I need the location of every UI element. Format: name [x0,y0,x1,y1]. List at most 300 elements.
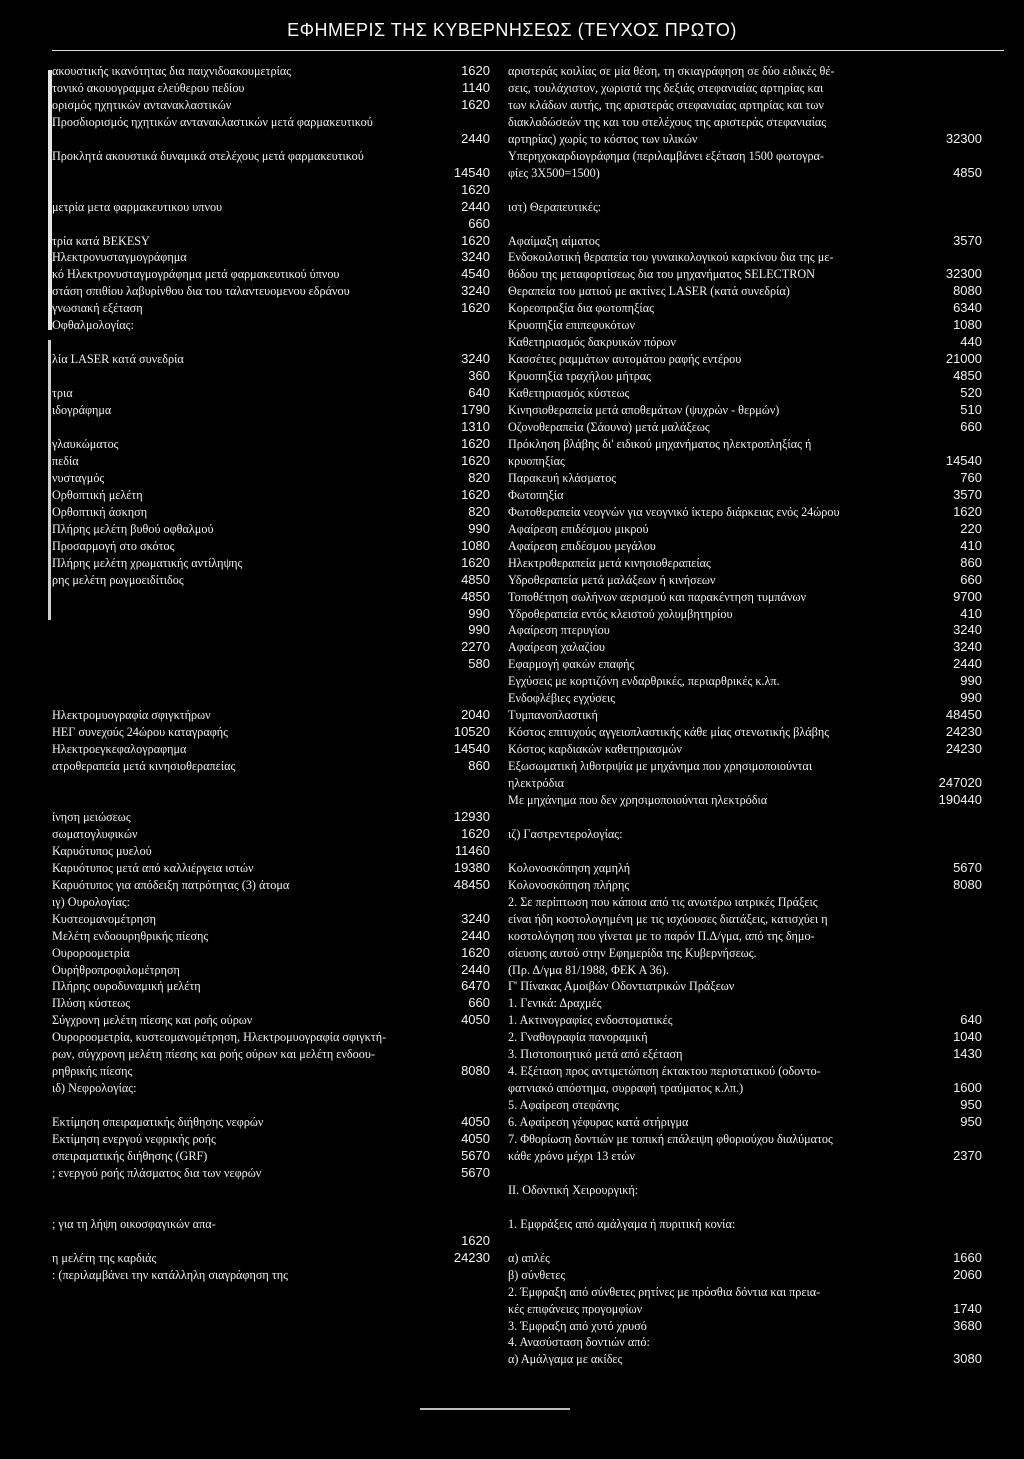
row-label: 2. Έμφραξη από σύνθετες ρητίνες με πρόσθια δόντια και πρεια- [508,1284,821,1299]
row-value: 510 [960,402,982,418]
table-row [508,1233,952,1250]
row-label: ΗΕΓ συνεχούς 24ώρου καταγραφής [52,725,228,740]
row-value: 820 [468,469,490,485]
row-label: ; ενεργού ροής πλάσματος δια των νεφρών [52,1165,262,1180]
row-value: 860 [960,554,982,570]
table-row [52,995,490,1012]
table-row [508,486,982,504]
row-label: ιδ) Νεφρολογίας: [52,1081,137,1096]
table-row [508,199,952,216]
table-row [508,995,952,1012]
row-value: 660 [468,995,490,1011]
row-value: 3570 [953,232,982,248]
table-row [52,1097,490,1114]
row-label: (Πρ. Δ/γμα 81/1988, ΦΕΚ Α 36). [508,962,669,977]
table-row [52,368,490,385]
row-label: Εκτίμηση ενεργού νεφρικής ροής [52,1132,216,1147]
row-value: 1310 [461,419,490,435]
table-row [52,877,490,894]
table-row [52,1216,490,1233]
row-value: 990 [468,622,490,638]
row-label: νυσταγμός [52,470,105,485]
table-row [508,1097,982,1114]
row-label: τρια [52,386,73,401]
row-value: 990 [468,605,490,621]
row-value: 14540 [453,164,490,180]
table-row [508,1131,952,1148]
row-value: 640 [468,385,490,401]
row-value: 410 [960,537,982,553]
row-label: σωματογλυφικών [52,826,138,841]
row-value: 1620 [461,944,490,960]
row-value: 24230 [453,1249,490,1265]
row-value: 2040 [461,707,490,723]
table-row [52,436,490,453]
row-label: κό Ηλεκτρονυσταγμογράφημα μετά φαρμακευτικού ύπνου [52,267,340,282]
row-value: 2370 [953,1148,982,1163]
table-row [52,385,490,402]
table-row [508,843,952,860]
row-value: 950 [960,1114,982,1130]
row-label: μετρία μετα φαρμακευτικου υπνου [52,199,223,214]
row-label: Εγχύσεις με κορτιζόνη ενδαρθρικές, περιαρθρικές κ.λπ. [508,674,780,689]
row-value: 12930 [453,808,490,824]
table-row [508,1148,982,1165]
row-value: 1620 [461,486,490,502]
row-label: Οζονοθεραπεία (Σάουνα) μετά μαλάξεως [508,420,710,435]
table-row [52,114,490,131]
row-label: Κυστεομανομέτρηση [52,911,156,926]
row-label: ηλεκτρόδια [508,776,565,791]
row-value: 3680 [953,1317,982,1333]
table-row [52,673,490,690]
row-value: 990 [960,690,982,706]
row-label: β) σύνθετες [508,1267,566,1282]
table-row [52,1131,490,1148]
row-value: 1790 [461,402,490,418]
row-label: κοστολόγηση που γίνεται με το παρόν Π.Δ/γμα, από της δημο- [508,928,815,943]
row-label: των κλάδων αυτής, της αριστεράς στεφανιαίας αρτηρίας και των [508,97,824,112]
row-label: 1. Ακτινογραφίες ενδοστοματικές [508,1013,673,1028]
row-label: ακουστικής ικανότητας δια παιχνιδοακουμετρίας [52,64,292,78]
table-row [52,521,490,538]
row-value: 440 [960,334,982,350]
table-row [508,978,952,995]
table-row [508,300,982,317]
row-value: 1600 [953,1080,982,1096]
row-value: 220 [960,520,982,536]
row-value: 950 [960,1097,982,1113]
table-row [52,1165,490,1182]
row-value: 1040 [953,1029,982,1045]
table-row [508,334,982,351]
row-value: 640 [960,1012,982,1028]
row-value: 2270 [461,639,490,655]
table-row [52,656,490,673]
row-value: 520 [960,385,982,401]
row-label: Υπερηχοκαρδιογράφημα (περιλαμβάνει εξέταση 1500 φωτογρα- [508,148,824,163]
table-row [508,639,982,656]
table-row [52,1233,490,1250]
row-value: 24230 [945,741,982,757]
row-value: 1620 [461,435,490,451]
row-value: 3080 [953,1351,982,1367]
row-label: ορισμός ηχητικών αντανακλαστικών [52,97,232,112]
row-label: Ηλεκτροθεραπεία μετά κινησιοθεραπείας [508,555,711,570]
row-label: Καρυότυπος για απόδειξη πατρότητας (3) άτομα [52,877,290,892]
row-label: φίες 3Χ500=1500) [508,165,600,180]
row-label: διακλαδώσεών της και του στελέχους της αριστεράς στεφανιαίας [508,114,827,129]
row-label: Εκτίμηση σπειραματικής διήθησης νεφρών [52,1115,264,1130]
table-row [508,80,952,97]
table-row [52,1046,490,1063]
row-value: 860 [468,758,490,774]
row-label: Κρυοπηξία τραχήλου μήτρας [508,369,652,384]
row-label: 1. Εμφράξεις από αμάλγαμα ή πυριτική κονία: [508,1216,736,1231]
table-row [52,266,490,283]
table-row [508,385,982,402]
row-value: 4540 [461,266,490,282]
table-row [508,622,982,639]
row-label: αρτηρίας) χωρίς το κόστος των υλικών [508,131,698,146]
row-value: 3240 [953,639,982,655]
table-row [508,1114,982,1131]
table-row [52,334,490,351]
row-label: 4. Εξέταση προς αντιμετώπιση έκτακτου περιστατικού (οδοντο- [508,1064,821,1079]
row-value: 1430 [953,1046,982,1062]
row-label: Οφθαλμολογίας: [52,318,134,333]
row-label: ιστ) Θεραπευτικές: [508,199,602,214]
table-row [52,1012,490,1029]
table-row [52,639,490,656]
table-row [508,216,952,233]
row-value: 4850 [461,571,490,587]
row-label: Καθετηριασμός δακρυικών πόρων [508,335,676,350]
row-label: : (περιλαμβάνει την κατάλληλη σιαγράφηση της [52,1267,288,1282]
row-value: 1620 [461,63,490,78]
row-label: Φωτοθεραπεία νεογνών για νεογνικό ίκτερο διάρκειας ενός 24ώρου [508,504,840,519]
table-row [52,1182,490,1199]
table-row [52,928,490,945]
row-label: ρης μελέτη ρωγμοειδίτιδος [52,572,184,587]
table-row [508,605,982,623]
row-label: Ουρήθροπροφιλομέτρηση [52,962,180,977]
table-row [52,775,490,792]
table-row [508,1012,982,1029]
row-label: Εξωσωματική λιθοτριψία με μηχάνημα που χρησιμοποιούνται [508,759,813,774]
row-label: 7. Φθορίωση δοντιών με τοπική επάλειψη φθοριούχου διαλύματος [508,1132,833,1147]
table-row [52,131,490,148]
row-value: 1620 [461,232,490,248]
row-value: 990 [468,520,490,536]
table-row [508,1300,982,1318]
table-row [52,843,490,860]
row-label: Πλήρης μελέτη χρωματικής αντίληψης [52,555,243,570]
table-row [508,1199,952,1216]
row-value: 1620 [953,503,982,519]
row-label: κάθε χρόνο μέχρι 13 ετών [508,1149,635,1163]
row-label: Ενδοφλέβιες εγχύσεις [508,691,616,706]
row-value: 8080 [953,876,982,892]
row-label: Καθετηριασμός κύστεως [508,386,630,401]
row-label: Κολονοσκόπηση χαμηλή [508,860,631,875]
row-value: 32300 [945,266,982,282]
table-row [52,487,490,504]
table-row [508,911,952,928]
row-label: κρυοπηξίας [508,453,565,468]
row-label: Ουροροομετρία [52,945,130,960]
row-label: Θεραπεία του ματιού με ακτίνες LASER (κατά συνεδρία) [508,284,790,299]
row-label: Ηλεκτρονυσταγμογράφημα [52,250,187,265]
row-value: 2440 [461,927,490,943]
row-label: Τυμπανοπλαστική [508,708,598,723]
row-label: 3. Πιστοποιητικό μετά από εξέταση [508,1047,683,1062]
table-row [508,97,952,114]
table-row [52,589,490,606]
table-row [508,928,952,945]
table-row [508,436,952,453]
row-value: 4850 [953,368,982,384]
table-row [52,724,490,741]
table-row [508,469,982,487]
table-row [52,741,490,758]
row-label: ιζ) Γαστρεντερολογίας: [508,826,623,841]
row-label: Καρυότυπος μυελού [52,843,152,858]
row-label: αριστεράς κοιλίας σε μία θέση, τη σκιαγράφηση σε δύο ειδικές θέ- [508,64,835,78]
row-value: 4050 [461,1114,490,1130]
row-label: ΙΙ. Οδοντική Χειρουργική: [508,1182,639,1197]
row-value: 1620 [461,554,490,570]
table-row [508,266,982,283]
table-row [52,402,490,419]
row-label: στάση σπιθίου λαβυρίνθου δια του ταλαντευομενου εδράνου [52,284,350,299]
table-row [508,707,982,724]
table-row [508,182,952,199]
row-value: 2440 [953,656,982,672]
table-row [508,809,952,826]
row-value: 247020 [938,775,982,791]
table-row [52,63,490,80]
row-value: 4850 [461,588,490,604]
row-value: 8080 [461,1063,490,1079]
table-row [508,826,952,843]
row-label: 1. Γενικά: Δραχμές [508,996,602,1011]
table-row [52,860,490,877]
row-value: 1080 [953,317,982,333]
table-row [52,945,490,962]
table-row [508,1351,982,1368]
row-label: ιγ) Ουρολογίας: [52,894,131,909]
row-label: Μελέτη ενδοουρηθρικής πίεσης [52,928,209,943]
row-label: Ενδοκοιλοτική θεραπεία του γυναικολογικού καρκίνου δια της με- [508,250,834,265]
row-label: Πλήρης ουροδυναμική μελέτη [52,979,201,994]
table-row [52,80,490,97]
table-row [508,673,982,690]
row-label: γνωσιακή εξέταση [52,301,143,316]
row-label: ; για τη λήψη οικοσφαγικών απα- [52,1216,216,1231]
table-row [508,351,982,368]
row-label: Με μηχάνημα που δεν χρησιμοποιούνται ηλεκτρόδια [508,792,768,807]
row-label: Φωτοπηξία [508,487,564,502]
row-value: 3240 [461,249,490,265]
row-value: 4050 [461,1131,490,1147]
table-row [508,724,982,741]
row-value: 19380 [453,859,490,875]
row-label: 2. Γναθογραφία πανοραμική [508,1030,648,1045]
row-label: θόδου της μεταφορτίσεως δια του μηχανήματος SELECTRON [508,267,815,282]
table-row [52,1029,490,1046]
row-value: 48450 [945,707,982,723]
row-value: 660 [468,215,490,231]
table-row [52,962,490,979]
table-row [508,1063,952,1080]
table-row [508,283,982,300]
table-row [508,876,982,894]
table-row [508,537,982,555]
row-label: Κόστος επιτυχούς αγγειοπλαστικής κάθε μίας στενωτικής βλάβης [508,725,830,740]
row-label: Σύγχρονη μελέτη πίεσης και ροής ούρων [52,1013,253,1028]
table-row [52,216,490,233]
table-row [52,317,490,334]
table-row [508,656,982,673]
row-value: 820 [468,503,490,519]
row-label: Προκλητά ακουστικά δυναμικά στελέχους μετά φαρμακευτικού [52,148,364,163]
row-label: Τοποθέτηση σωλήνων αερισμού και παρακέντηση τυμπάνων [508,589,806,604]
table-row [52,555,490,572]
row-label: κές επιφάνειες προγομφίων [508,1301,643,1316]
row-label: Αφαίρεση χαλαζίου [508,640,605,655]
table-row [52,758,490,775]
row-label: Κινησιοθεραπεία μετά αποθεμάτων (ψυχρών - θερμών) [508,403,780,418]
table-row [508,1249,982,1267]
table-row [508,741,982,758]
row-value: 1620 [461,825,490,841]
row-value: 24230 [945,724,982,740]
row-label: Κασσέτες ραμμάτων αυτομάτου ραφής εντέρου [508,352,742,367]
row-value: 8080 [953,283,982,299]
row-value: 2440 [461,130,490,146]
row-label: 2. Σε περίπτωση που κάποια από τις ανωτέρω ιατρικές Πράξεις [508,894,818,909]
table-row [508,791,982,809]
row-value: 4050 [461,1012,490,1028]
row-label: είναι ήδη κοστολογημένη με τις ισχύουσες διατάξεις, κατισχύει η [508,911,828,926]
table-row [52,538,490,555]
row-value: 32300 [945,130,982,146]
table-row [508,232,982,250]
table-row [52,707,490,724]
table-row [508,520,982,538]
table-row [52,283,490,300]
row-label: Κόστος καρδιακών καθετηριασμών [508,742,682,757]
row-label: Πλύση κύστεως [52,996,131,1011]
table-row [52,1199,490,1216]
right-column [508,63,982,1368]
table-row [508,894,952,911]
row-label: ιδογράφημα [52,403,112,418]
table-row [508,1165,952,1182]
table-row [52,233,490,250]
row-label: πεδία [52,453,79,468]
table-row [508,249,952,266]
table-row [508,1182,952,1199]
row-value: 4850 [953,164,982,180]
table-row [508,148,952,165]
row-value: 2440 [461,961,490,977]
table-row [52,504,490,521]
row-label: Πλήρης μελέτη βυθού οφθαλμού [52,521,214,536]
table-row [508,554,982,572]
row-label: Ηλεκτροεγκεφαλογραφημα [52,742,187,757]
table-row [508,63,952,80]
row-value: 1740 [953,1300,982,1316]
row-value: 3240 [461,351,490,367]
row-label: Ορθοπτική μελέτη [52,487,143,502]
table-row [52,894,490,911]
left-edge-mark [48,340,51,620]
row-value: 3240 [953,622,982,638]
row-value: 2060 [953,1266,982,1282]
row-label: σπειραματικής διήθησης (GRF) [52,1149,208,1163]
table-row [508,775,982,792]
row-value: 3570 [953,486,982,502]
row-label: Παρακευή κλάσματος [508,470,617,485]
table-row [52,470,490,487]
table-row [52,148,490,165]
row-label: ατροθεραπεία μετά κινησιοθεραπείας [52,759,236,774]
table-row [508,114,952,131]
row-value: 360 [468,368,490,384]
table-row [52,199,490,216]
table-row [508,419,982,436]
table-row [508,962,952,979]
row-label: Ορθοπτική άσκηση [52,504,148,519]
row-label: Προσαρμογή στο σκότος [52,538,175,553]
table-row [52,165,490,182]
row-value: 990 [960,673,982,689]
table-row [52,792,490,809]
table-row [52,419,490,436]
table-row [52,300,490,317]
row-value: 5670 [953,859,982,875]
row-value: 3240 [461,910,490,926]
table-row [508,130,982,148]
row-value: 11460 [454,842,490,858]
table-row [52,1114,490,1131]
row-value: 1620 [461,452,490,468]
table-row [508,1216,952,1233]
row-label: α) Αμάλγαμα με ακίδες [508,1352,623,1367]
table-row [52,1080,490,1097]
row-label: σεις, τουλάχιστον, χωριστά της δεξιάς στεφανιαίας αρτηρίας και [508,80,824,95]
table-row [52,622,490,639]
row-value: 190440 [938,791,982,807]
row-label: Αφαίμαξη αίματος [508,233,600,248]
row-label: 5. Αφαίρεση στεφάνης [508,1098,619,1113]
header-rule [52,50,1004,51]
row-value: 6340 [953,300,982,316]
table-row [52,1063,490,1080]
row-value: 660 [960,571,982,587]
row-label: Εφαρμογή φακών επαφής [508,657,635,672]
row-value: 14540 [945,452,982,468]
row-value: 2440 [461,198,490,214]
table-row [508,758,952,775]
table-row [508,1334,952,1351]
table-row [52,826,490,843]
table-row [508,402,982,419]
row-value: 660 [960,419,982,435]
table-row [508,945,952,962]
